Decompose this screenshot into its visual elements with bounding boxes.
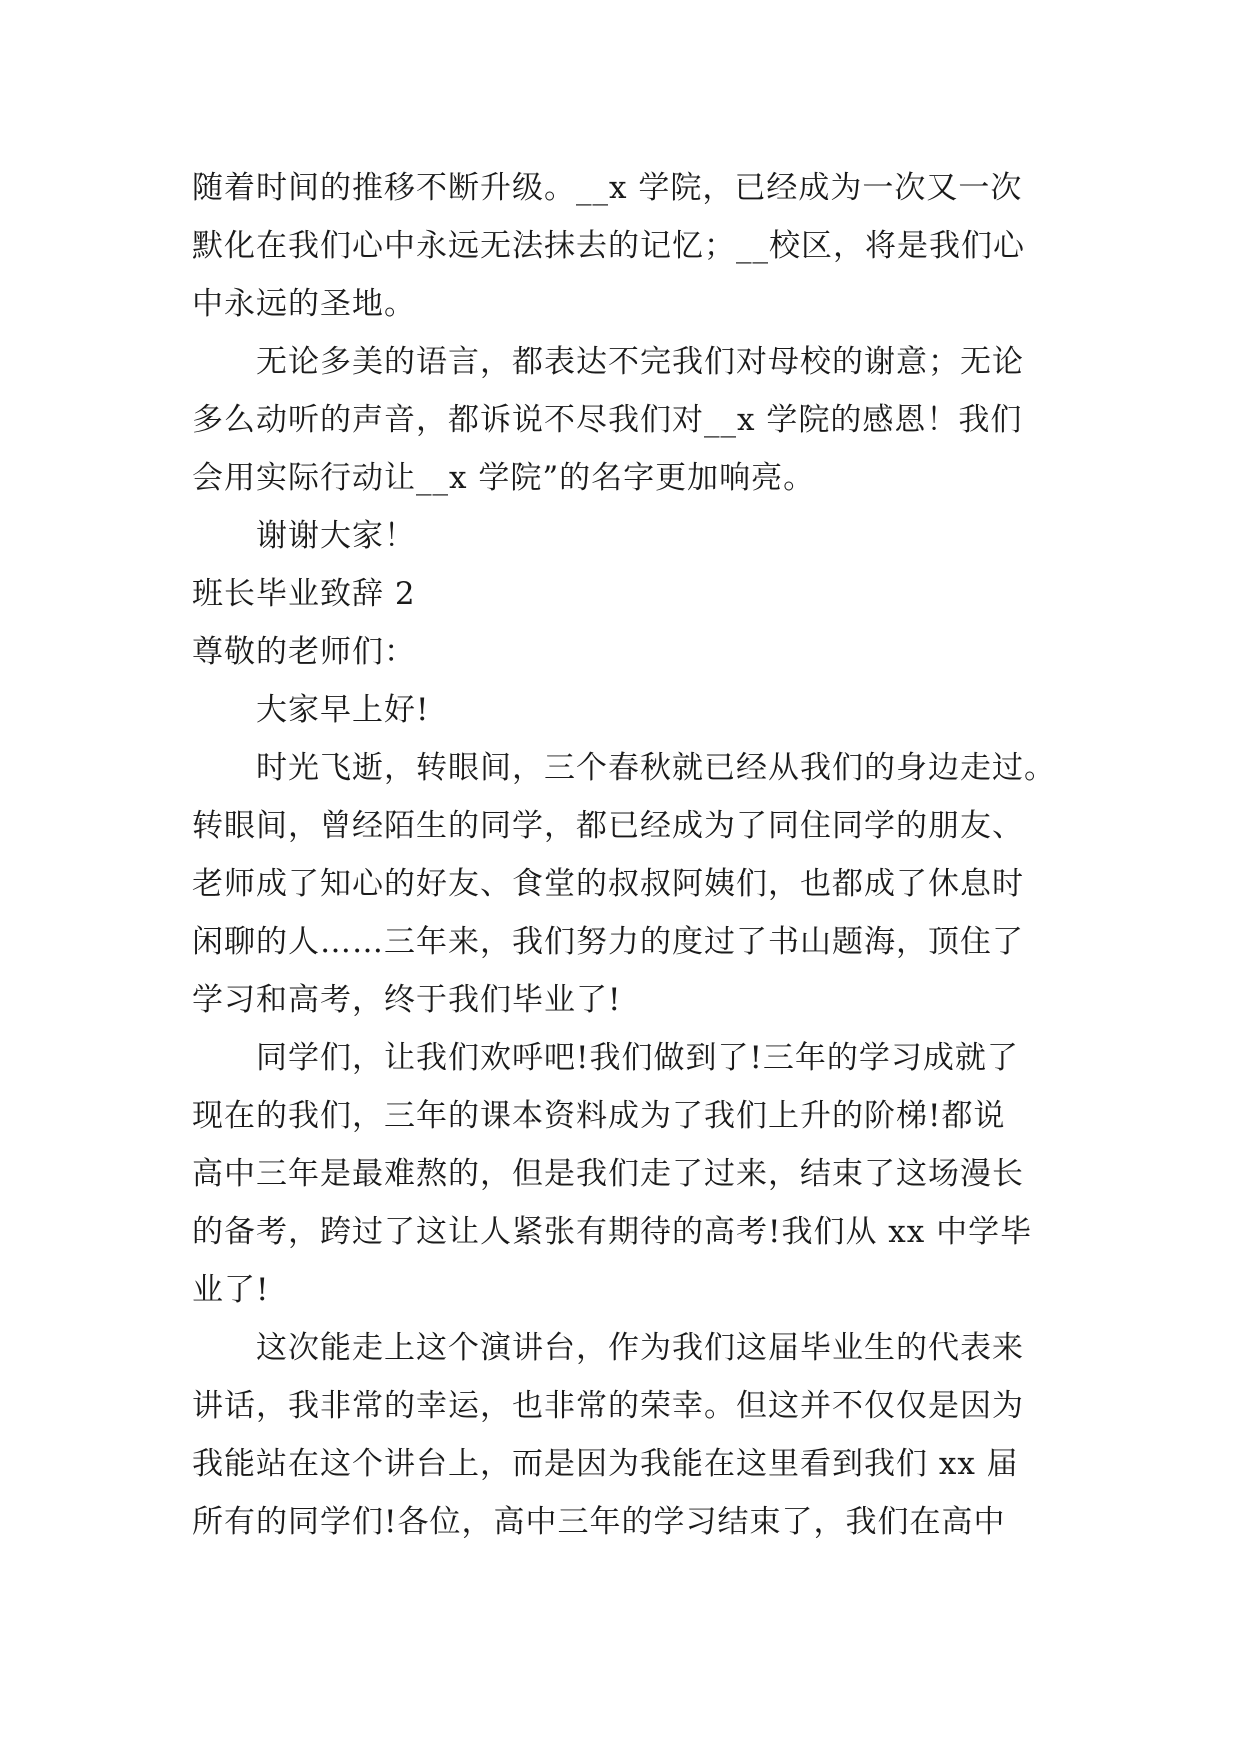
text-line: 我能站在这个讲台上，而是因为我能在这里看到我们 xx 届 bbox=[192, 1446, 1019, 1482]
text-line: 随着时间的推移不断升级。__x 学院，已经成为一次又一次 bbox=[192, 170, 1023, 206]
text-line: 谢谢大家！ bbox=[256, 518, 416, 554]
text-line: 闲聊的人……三年来，我们努力的度过了书山题海，顶住了 bbox=[192, 924, 1024, 960]
text-line: 这次能走上这个演讲台，作为我们这届毕业生的代表来 bbox=[256, 1330, 1024, 1366]
text-line: 老师成了知心的好友、食堂的叔叔阿姨们，也都成了休息时 bbox=[192, 866, 1024, 902]
text-line: 时光飞逝，转眼间，三个春秋就已经从我们的身边走过。 bbox=[256, 750, 1056, 786]
text-line: 多么动听的声音，都诉说不尽我们对__x 学院的感恩！我们 bbox=[192, 402, 1023, 438]
greeting: 大家早上好! bbox=[256, 692, 430, 728]
text-line: 学习和高考，终于我们毕业了! bbox=[192, 982, 622, 1018]
text-line: 业了! bbox=[192, 1272, 270, 1308]
text-line: 讲话，我非常的幸运，也非常的荣幸。但这并不仅仅是因为 bbox=[192, 1388, 1024, 1424]
text-line: 的备考，跨过了这让人紧张有期待的高考!我们从 xx 中学毕 bbox=[192, 1214, 1033, 1250]
text-line: 所有的同学们!各位，高中三年的学习结束了，我们在高中 bbox=[192, 1504, 1006, 1540]
text-line: 转眼间，曾经陌生的同学，都已经成为了同住同学的朋友、 bbox=[192, 808, 1024, 844]
text-line: 中永远的圣地。 bbox=[192, 286, 416, 322]
salutation: 尊敬的老师们： bbox=[192, 634, 416, 670]
text-line: 会用实际行动让__x 学院”的名字更加响亮。 bbox=[192, 460, 816, 496]
text-line: 同学们，让我们欢呼吧!我们做到了!三年的学习成就了 bbox=[256, 1040, 1019, 1076]
text-line: 高中三年是最难熬的，但是我们走了过来，结束了这场漫长 bbox=[192, 1156, 1024, 1192]
text-line: 无论多美的语言，都表达不完我们对母校的谢意；无论 bbox=[256, 344, 1024, 380]
text-line: 现在的我们，三年的课本资料成为了我们上升的阶梯!都说 bbox=[192, 1098, 1006, 1134]
section-heading: 班长毕业致辞 2 bbox=[192, 576, 416, 612]
text-line: 默化在我们心中永远无法抹去的记忆；__校区，将是我们心 bbox=[192, 228, 1025, 264]
